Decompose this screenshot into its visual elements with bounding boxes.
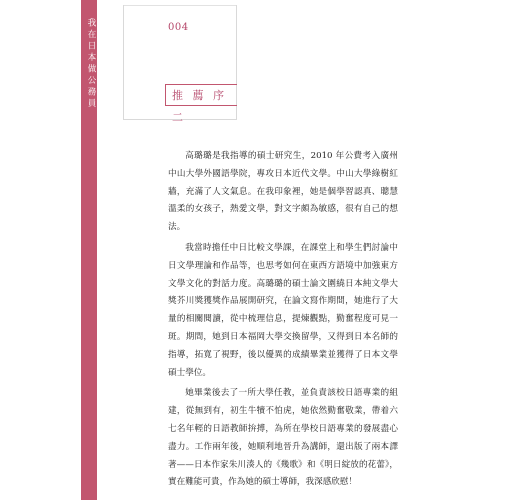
paragraph: 高璐璐是我指導的碩士研究生，2010 年公費考入廣州中山大學外國語學院，專攻日本近代文學。中山大學綠樹紅牆，充滿了人文氣息。在我印象裡，她是個學習認真、聰慧溫柔的女孩子，熱愛文學，對文字頗為敏感，很有自己的想法。 bbox=[168, 151, 398, 233]
book-title-vertical: 我在日本做公務員 bbox=[86, 18, 96, 110]
book-spine-tab bbox=[81, 0, 97, 500]
page-number: 004 bbox=[168, 22, 189, 33]
body-text bbox=[168, 148, 398, 495]
paragraph: 她畢業後去了一所大學任教，並負責該校日語專業的組建，從無到有，初生牛犢不怕虎，她依然勤奮敬業，帶着六七名年輕的日語教師拚搏，為所在學校日語專業的發展盡心盡力。工作兩年後，她順利地晉升為講師，還出版了兩本譯著——日本作家朱川湊人的《幾歌》和《明日綻放的花蕾》，實在難能可貴，作為她的碩士導師，我深感欣慰！ bbox=[168, 388, 398, 488]
section-heading: 推 薦 序 二 bbox=[165, 84, 237, 106]
paragraph: 我當時擔任中日比較文學課，在課堂上和學生們討論中日文學理論和作品等，也思考如何在東西方語境中加強東方文學文化的對話力度。高璐璐的碩士論文圍繞日本純文學大獎芥川獎獲獎作品展開研究，在論文寫作期間，她進行了大量的相關閱讀，從中梳理信息，提煉觀點，勤奮程度可見一斑。期間，她到日本福岡大學交換留學，又得到日本名師的指導，拓寬了視野，後以優異的成績畢業並獲得了日本文學碩士學位。 bbox=[168, 242, 398, 378]
